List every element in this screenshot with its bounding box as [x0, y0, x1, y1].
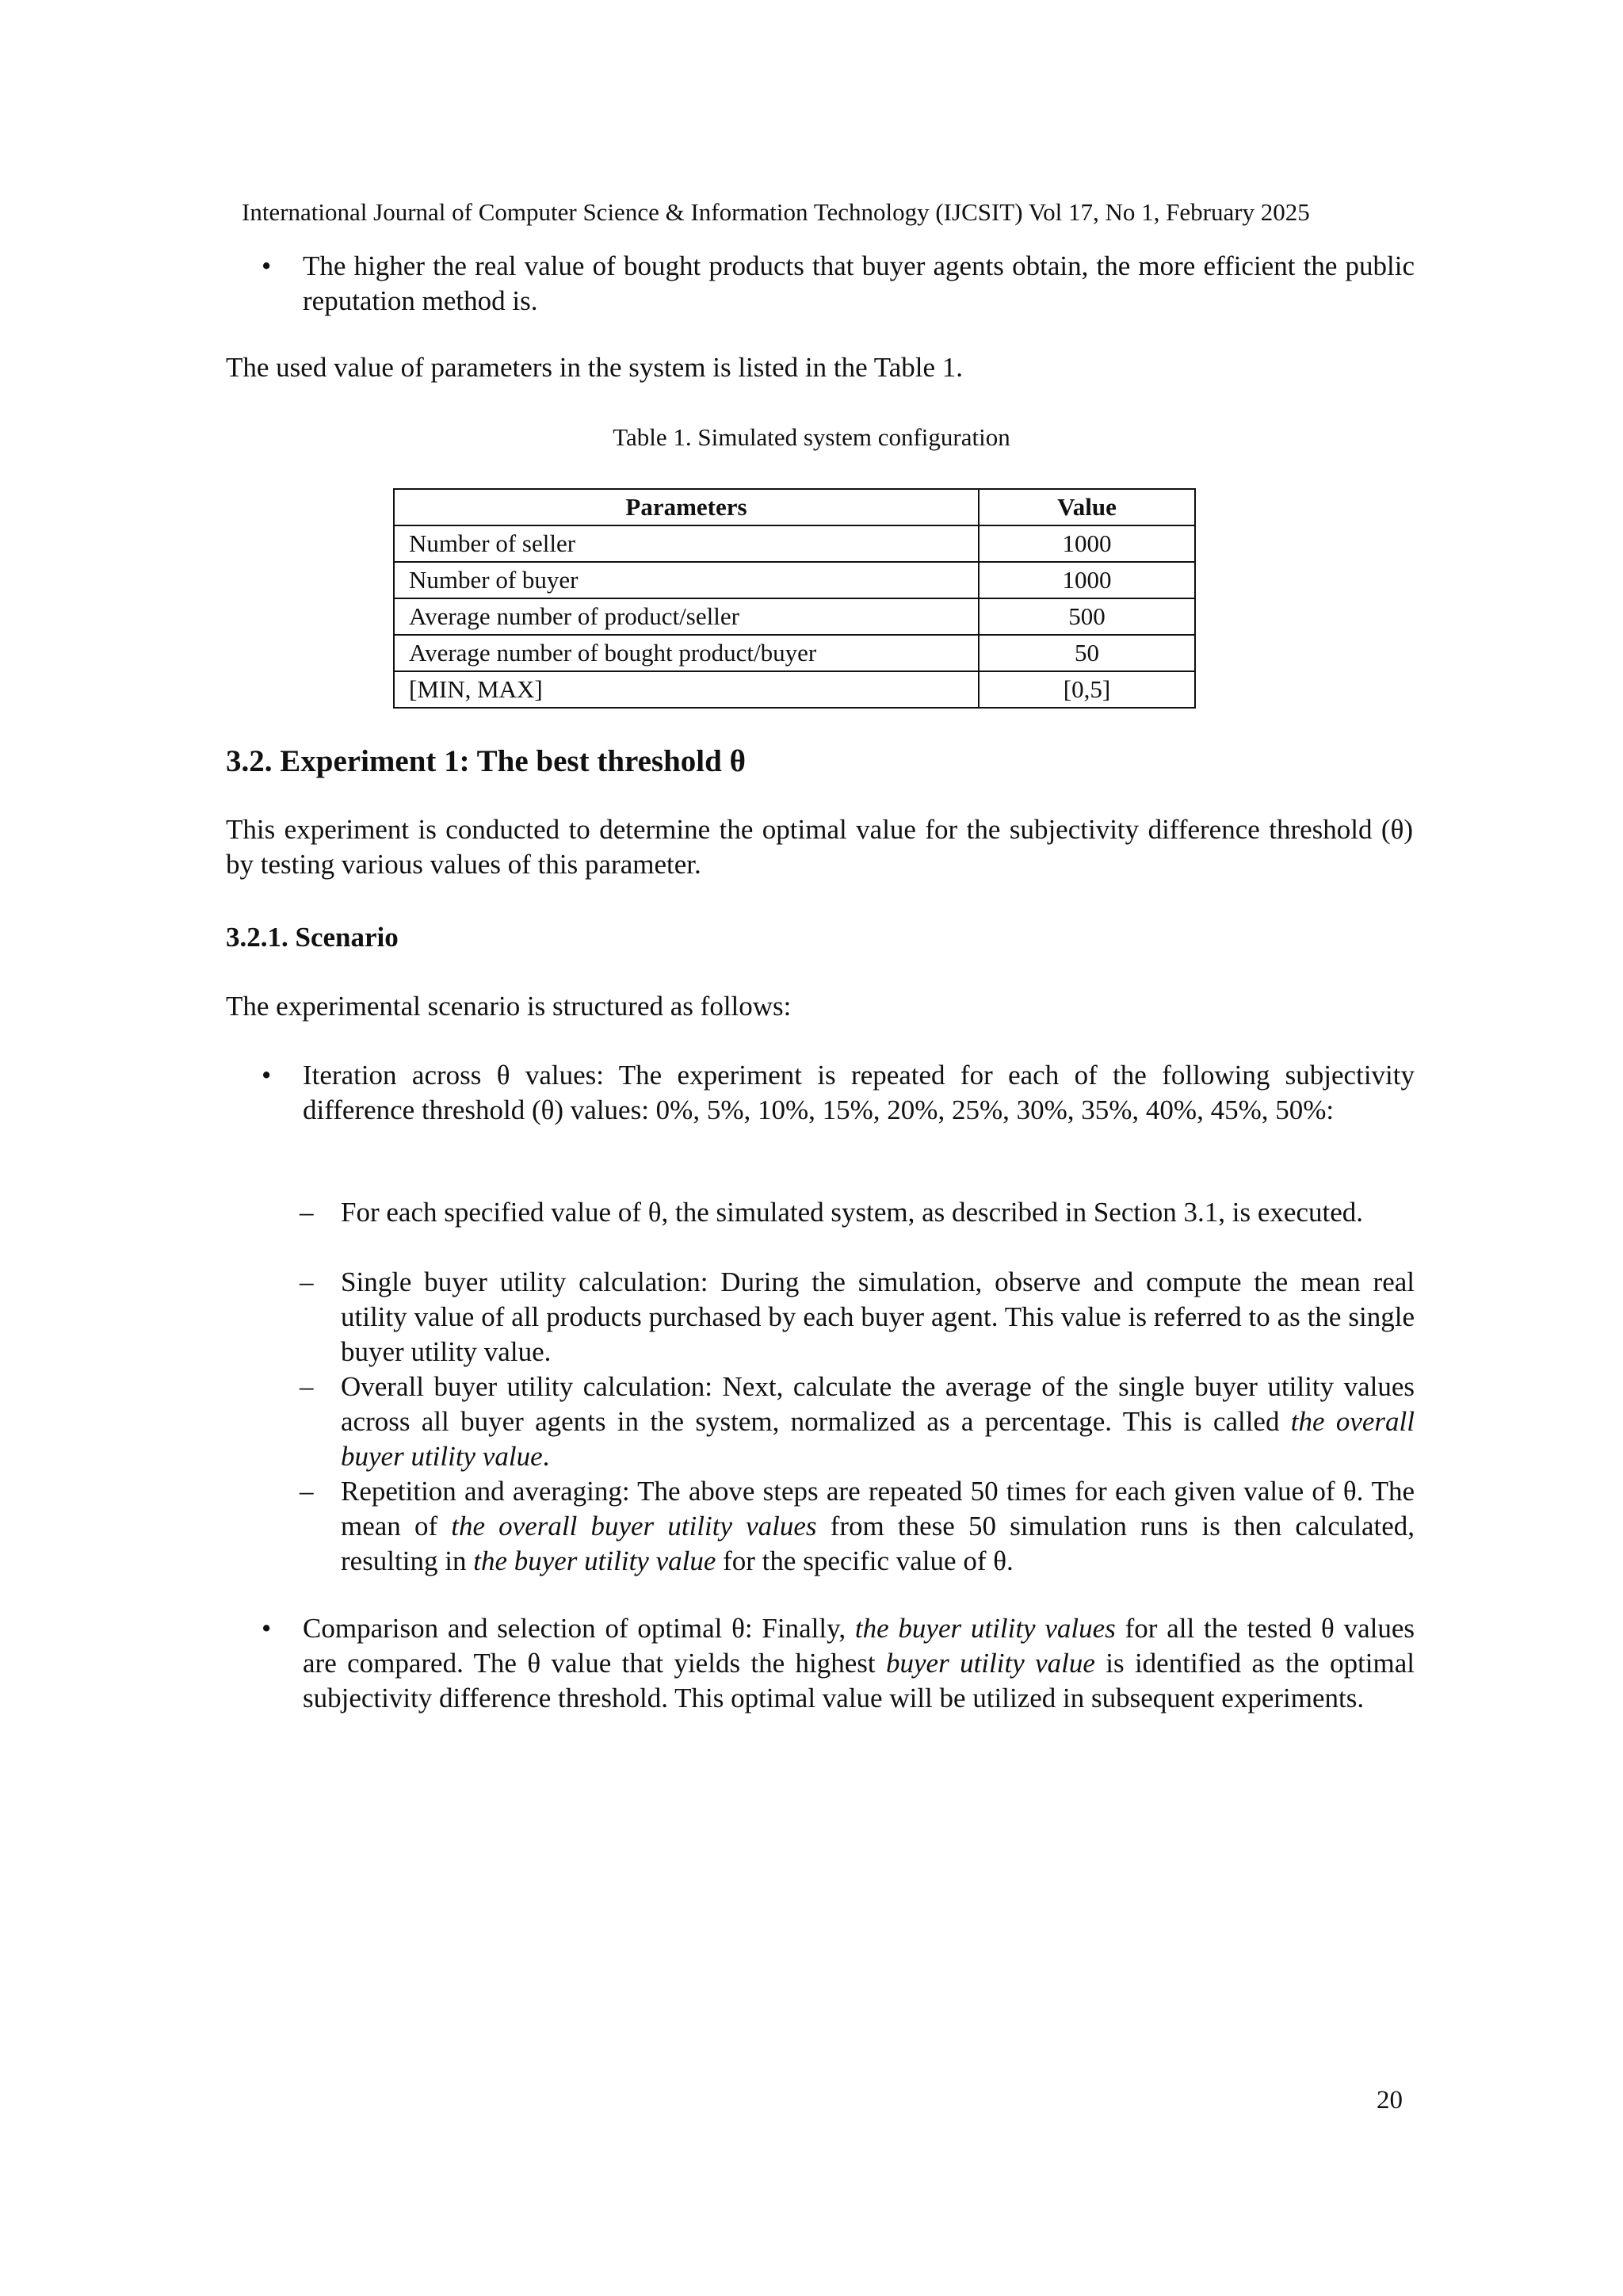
dash-text: Single buyer utility calculation: During the simulation, observe and compute the mean real utility value of all products purchased by each buyer agent. This value is referred to as the single buyer utility value.	[341, 1266, 1415, 1367]
table-row	[394, 525, 1195, 562]
bullet-text-part: for all the tested θ values are compared. The θ value that yields the highest	[303, 1613, 1415, 1679]
dash-item-execute	[300, 1195, 1415, 1230]
section-heading: 3.2. Experiment 1: The best threshold θ	[226, 744, 746, 778]
bullet-text: Iteration across θ values: The experiment is repeated for each of the following subjectivity difference threshold (θ) values: 0%, 5%, 10%, 15%, 20%, 25%, 30%, 35%, 40%, 45%, 50%:	[303, 1060, 1415, 1125]
table-caption: Table 1. Simulated system configuration	[613, 423, 1010, 451]
dash-mark: –	[300, 1197, 314, 1228]
dash-item-repetition	[300, 1474, 1415, 1579]
dash-mark: –	[300, 1371, 314, 1402]
dash-text-part: Repetition and averaging: The above steps are repeated 50 times for each given value of θ. The mean of	[341, 1476, 1415, 1541]
bullet-mark: •	[262, 1060, 272, 1091]
param-cell: Average number of bought product/buyer	[394, 635, 979, 671]
dash-item-single-utility	[300, 1265, 1415, 1370]
param-cell: Number of seller	[394, 525, 979, 562]
table-header-row	[394, 489, 1195, 525]
header-value: Value	[979, 489, 1195, 525]
dash-mark: –	[300, 1266, 314, 1297]
value-cell: 1000	[979, 525, 1195, 562]
dash-text	[341, 1370, 1415, 1474]
table-row	[394, 671, 1195, 708]
dash-text	[341, 1474, 1415, 1579]
param-cell: Number of buyer	[394, 562, 979, 598]
bullet-text	[303, 1611, 1415, 1716]
header-parameters: Parameters	[394, 489, 979, 525]
bullet-efficiency	[262, 249, 1415, 319]
bullet-text-emphasis: buyer utility value	[886, 1648, 1095, 1679]
scenario-intro: The experimental scenario is structured as follows:	[226, 991, 792, 1022]
value-cell: [0,5]	[979, 671, 1195, 708]
dash-text: For each specified value of θ, the simulated system, as described in Section 3.1, is executed.	[341, 1197, 1364, 1228]
value-cell: 1000	[979, 562, 1195, 598]
dash-text-part: .	[542, 1441, 550, 1472]
section-paragraph: This experiment is conducted to determine the optimal value for the subjectivity difference threshold (θ) by testing various values of this parameter.	[226, 814, 1413, 880]
page-number: 20	[1377, 2086, 1403, 2115]
subsection-heading: 3.2.1. Scenario	[226, 922, 399, 953]
dash-mark: –	[300, 1476, 314, 1507]
dash-text-part: for the specific value of θ.	[716, 1545, 1014, 1576]
param-cell: Average number of product/seller	[394, 598, 979, 635]
bullet-text: The higher the real value of bought products that buyer agents obtain, the more efficient the public reputation method is.	[303, 250, 1415, 316]
bullet-mark: •	[262, 250, 272, 281]
config-table	[393, 488, 1196, 709]
table-row	[394, 598, 1195, 635]
bullet-comparison	[262, 1611, 1415, 1716]
dash-item-overall-utility	[300, 1370, 1415, 1474]
bullet-iteration	[262, 1058, 1415, 1128]
param-cell: [MIN, MAX]	[394, 671, 979, 708]
bullet-text-emphasis: the buyer utility values	[854, 1613, 1116, 1644]
bullet-mark: •	[262, 1613, 272, 1644]
running-header: International Journal of Computer Science & Information Technology (IJCSIT) Vol 17, No 1, February 2025	[242, 198, 1310, 226]
bullet-text-part: is identified as the optimal subjectivity difference threshold. This optimal value will be utilized in subsequent experiments.	[303, 1648, 1415, 1713]
table-row	[394, 562, 1195, 598]
bullet-text-part: Comparison and selection of optimal θ: Finally,	[303, 1613, 855, 1644]
dash-text-emphasis: the overall buyer utility values	[451, 1511, 817, 1541]
dash-text-emphasis: the buyer utility value	[473, 1545, 716, 1576]
dash-text-emphasis: the overall buyer utility value	[341, 1406, 1415, 1472]
params-sentence: The used value of parameters in the system is listed in the Table 1.	[226, 352, 963, 383]
table-row	[394, 635, 1195, 671]
value-cell: 500	[979, 598, 1195, 635]
dash-text-part: from these 50 simulation runs is then calculated, resulting in	[341, 1511, 1415, 1576]
dash-text-part: Overall buyer utility calculation: Next, calculate the average of the single buyer utility values across all buyer agents in the system, normalized as a percentage. This is called	[341, 1371, 1415, 1437]
value-cell: 50	[979, 635, 1195, 671]
